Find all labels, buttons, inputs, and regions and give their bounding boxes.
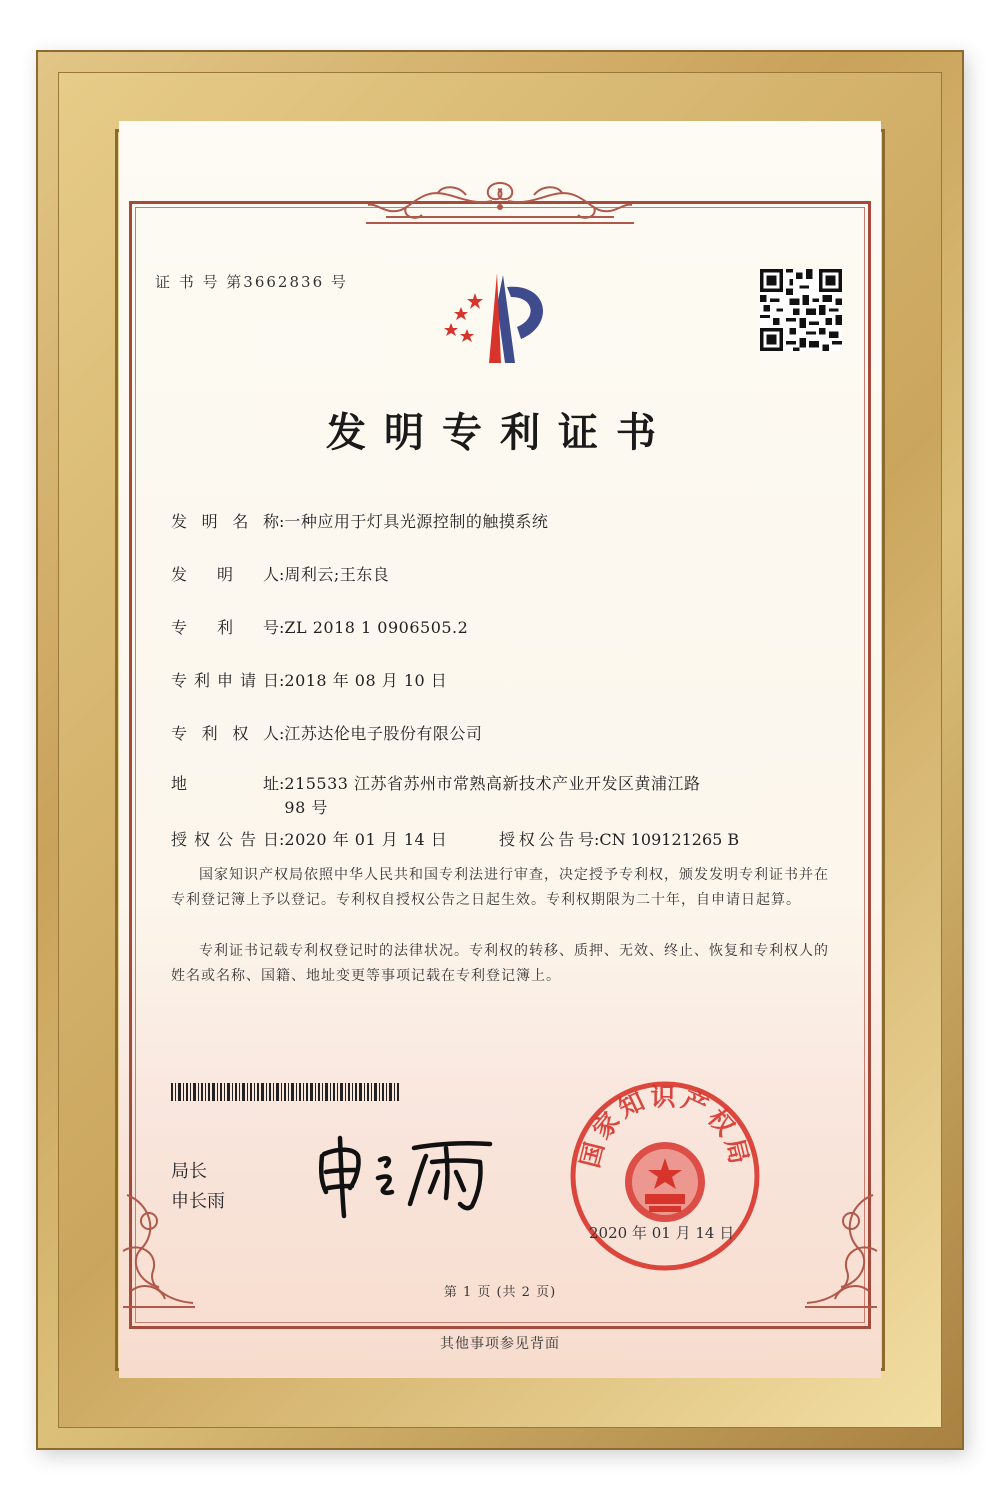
patent-number-row xyxy=(171,615,468,638)
signer-title: 局长 xyxy=(171,1161,207,1182)
separator: : xyxy=(279,512,285,531)
patentee-label: 专 利 权 人 xyxy=(171,724,279,743)
separator: : xyxy=(279,565,285,584)
invention-name-value: 一种应用于灯具光源控制的触摸系统 xyxy=(284,512,549,531)
grant-pub-number-label: 授权公告号 xyxy=(499,830,594,849)
inventors-row xyxy=(171,562,389,585)
certificate-paper xyxy=(119,121,881,1378)
filing-date-row xyxy=(171,668,447,691)
grant-pub-number-value: CN 109121265 B xyxy=(599,830,740,849)
top-ornament-icon xyxy=(366,177,634,225)
patentee-row xyxy=(171,721,482,744)
filing-date-label: 专利申请日 xyxy=(171,671,279,690)
separator: : xyxy=(594,830,600,849)
filing-date-value: 2018 年 08 月 10 日 xyxy=(284,671,448,690)
back-note: 其他事项参见背面 xyxy=(440,1336,560,1352)
legal-paragraph-2: 专利证书记载专利权登记时的法律状况。专利权的转移、质押、无效、终止、恢复和专利权人的姓名或名称、国籍、地址变更等事项记载在专利登记簿上。 xyxy=(171,943,829,984)
legal-paragraph-1: 国家知识产权局依照中华人民共和国专利法进行审查，决定授予专利权，颁发发明专利证书并在专利登记簿上予以登记。专利权自授权公告之日起生效。专利权期限为二十年，自申请日起算。 xyxy=(171,867,829,908)
grant-pub-number-row xyxy=(499,827,739,850)
address-label: 地 址 xyxy=(171,774,279,793)
grant-date-label: 授权公告日 xyxy=(171,830,279,849)
qr-code-icon xyxy=(760,269,842,351)
patentee-value: 江苏达伦电子股份有限公司 xyxy=(284,724,483,743)
grant-date-value: 2020 年 01 月 14 日 xyxy=(284,830,448,849)
separator: : xyxy=(279,724,285,743)
inventors-value: 周利云;王东良 xyxy=(284,565,390,584)
patent-office-logo-icon xyxy=(425,265,565,367)
handwritten-signature-icon xyxy=(314,1126,499,1221)
seal-date: 2020 年 01 月 14 日 xyxy=(589,1224,735,1242)
official-seal-icon xyxy=(565,1076,765,1276)
barcode-icon xyxy=(171,1083,399,1101)
separator: : xyxy=(279,774,285,793)
certificate-title: 发明专利证书 xyxy=(326,409,674,456)
page-number: 第 1 页 (共 2 页) xyxy=(443,1285,557,1300)
patent-number-value: ZL 2018 1 0906505.2 xyxy=(284,618,469,637)
invention-name-label: 发 明 名 称 xyxy=(171,512,279,531)
address-row xyxy=(171,772,724,820)
seal-text: 国家知识产权局 xyxy=(575,1082,755,1171)
grant-date-row xyxy=(171,827,447,850)
separator: : xyxy=(279,671,285,690)
inventors-label: 发 明 人 xyxy=(171,565,279,584)
separator: : xyxy=(279,830,285,849)
signer-name: 申长雨 xyxy=(171,1191,225,1212)
certificate-number: 证 书 号 第3662836 号 xyxy=(155,273,348,291)
patent-number-label: 专 利 号 xyxy=(171,618,279,637)
separator: : xyxy=(279,618,285,637)
invention-name-row xyxy=(171,509,548,532)
address-value: 215533 江苏省苏州市常熟高新技术产业开发区黄浦江路 98 号 xyxy=(284,774,701,817)
